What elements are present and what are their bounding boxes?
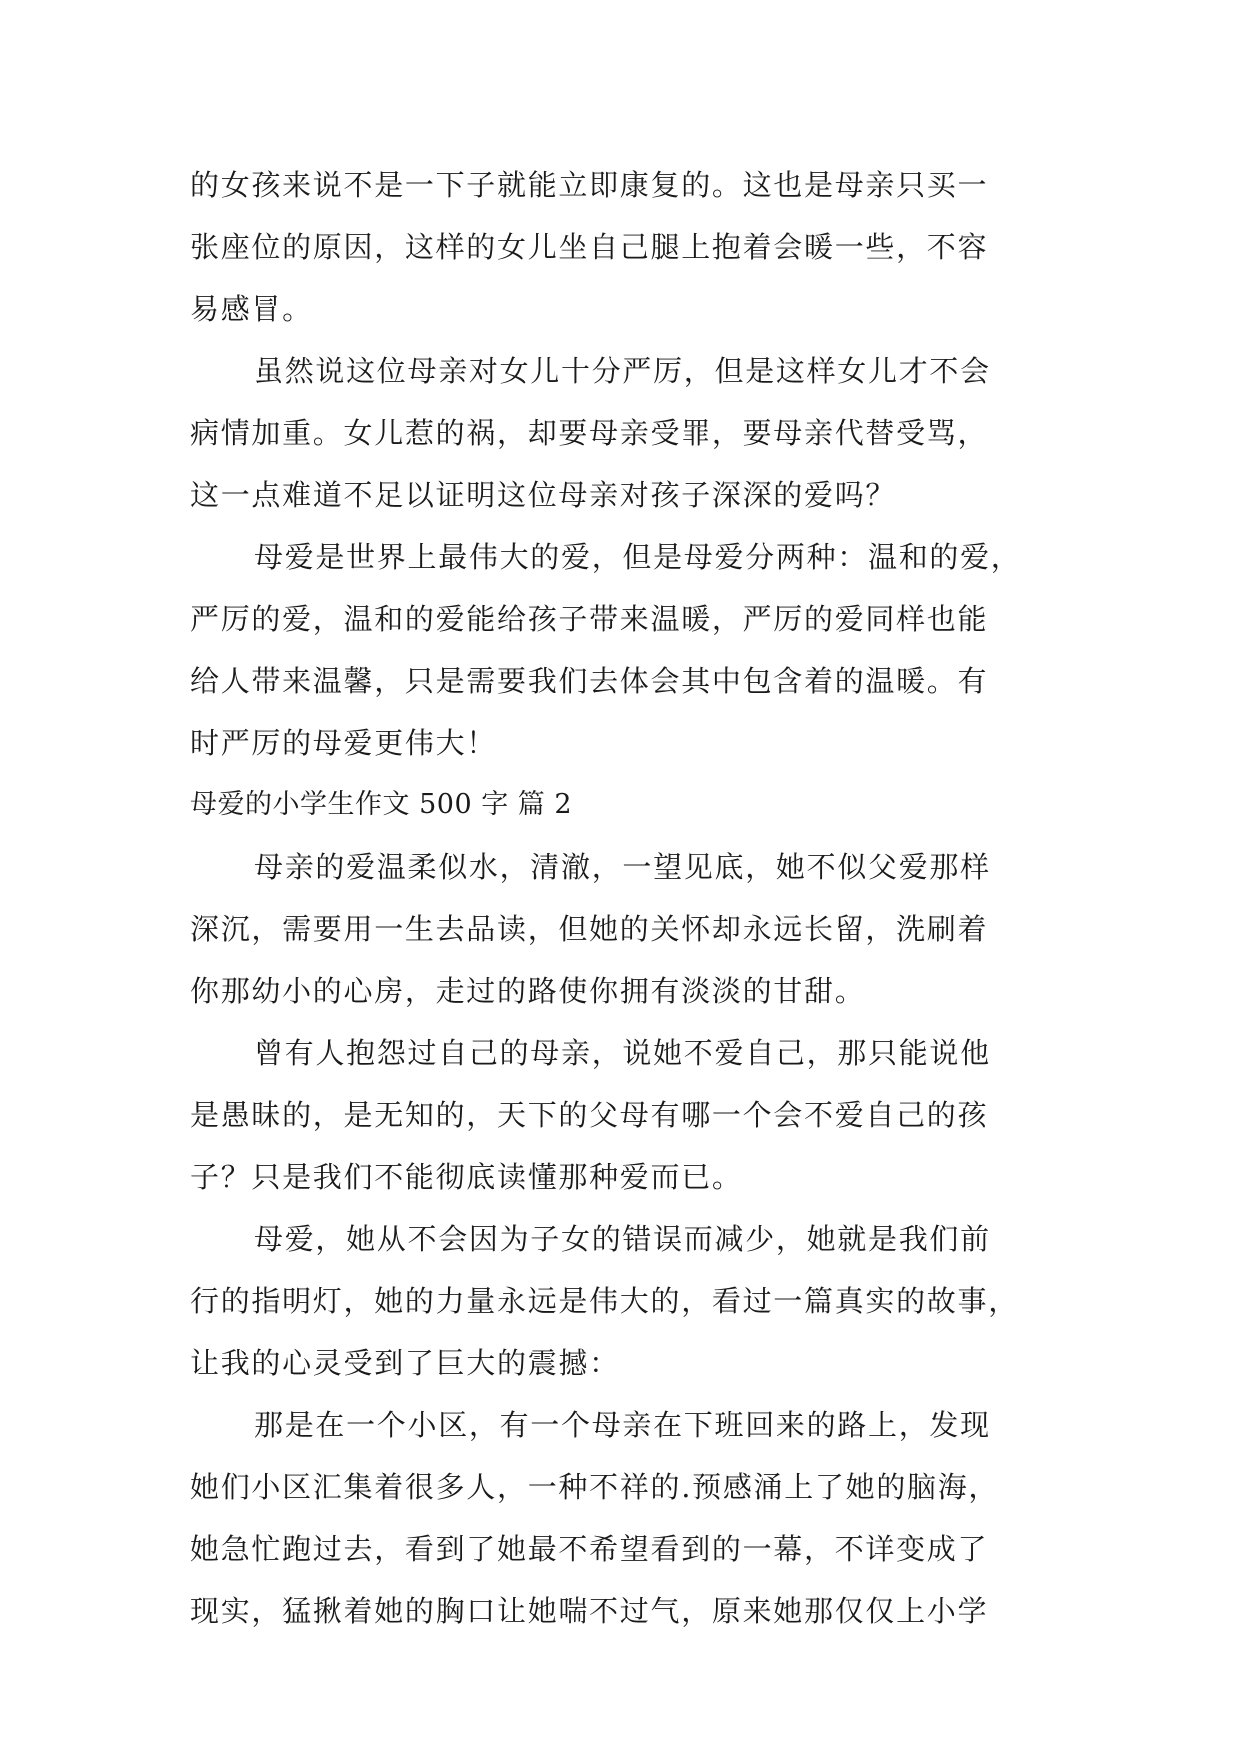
paragraph-1 — [190, 154, 1062, 340]
section-paragraph-4 — [190, 1394, 1062, 1642]
paragraph-3 — [190, 526, 1062, 774]
paragraph-line: 给人带来温馨，只是需要我们去体会其中包含着的温暖。有 — [190, 664, 989, 698]
paragraph-line: 让我的心灵受到了巨大的震撼： — [190, 1346, 620, 1380]
paragraph-line: 这一点难道不足以证明这位母亲对孩子深深的爱吗？ — [190, 478, 897, 512]
paragraph-line: 张座位的原因，这样的女儿坐自己腿上抱着会暖一些，不容 — [190, 230, 989, 264]
section-paragraph-1 — [190, 836, 1062, 1022]
paragraph-line: 她们小区汇集着很多人，一种不祥的.预感涌上了她的脑海， — [190, 1470, 1000, 1504]
paragraph-line: 是愚昧的，是无知的，天下的父母有哪一个会不爱自己的孩 — [190, 1098, 989, 1132]
paragraph-line: 虽然说这位母亲对女儿十分严厉，但是这样女儿才不会 — [254, 354, 991, 388]
paragraph-line: 母爱，她从不会因为子女的错误而减少，她就是我们前 — [254, 1222, 991, 1256]
paragraph-line: 深沉，需要用一生去品读，但她的关怀却永远长留，洗刷着 — [190, 912, 989, 946]
paragraph-line: 你那幼小的心房，走过的路使你拥有淡淡的甘甜。 — [190, 974, 866, 1008]
paragraph-line: 子？只是我们不能彻底读懂那种爱而已。 — [190, 1160, 743, 1194]
document-body — [190, 154, 1062, 1642]
paragraph-line: 时严厉的母爱更伟大！ — [190, 726, 498, 760]
section-paragraph-2 — [190, 1022, 1062, 1208]
paragraph-line: 她急忙跑过去，看到了她最不希望看到的一幕，不详变成了 — [190, 1532, 989, 1566]
section-heading: 母爱的小学生作文 500 字 篇 2 — [190, 789, 573, 820]
paragraph-2 — [190, 340, 1062, 526]
paragraph-line: 易感冒。 — [190, 292, 313, 326]
paragraph-line: 母爱是世界上最伟大的爱，但是母爱分两种：温和的爱， — [254, 540, 1022, 574]
paragraph-line: 那是在一个小区，有一个母亲在下班回来的路上，发现 — [254, 1408, 991, 1442]
paragraph-line: 病情加重。女儿惹的祸，却要母亲受罪，要母亲代替受骂， — [190, 416, 989, 450]
paragraph-line: 的女孩来说不是一下子就能立即康复的。这也是母亲只买一 — [190, 168, 989, 202]
paragraph-line: 行的指明灯，她的力量永远是伟大的，看过一篇真实的故事， — [190, 1284, 1019, 1318]
paragraph-line: 母亲的爱温柔似水，清澈，一望见底，她不似父爱那样 — [254, 850, 991, 884]
paragraph-line: 现实，猛揪着她的胸口让她喘不过气，原来她那仅仅上小学 — [190, 1594, 989, 1628]
section-paragraph-3 — [190, 1208, 1062, 1394]
paragraph-line: 曾有人抱怨过自己的母亲，说她不爱自己，那只能说他 — [254, 1036, 991, 1070]
paragraph-line: 严厉的爱，温和的爱能给孩子带来温暖，严厉的爱同样也能 — [190, 602, 989, 636]
